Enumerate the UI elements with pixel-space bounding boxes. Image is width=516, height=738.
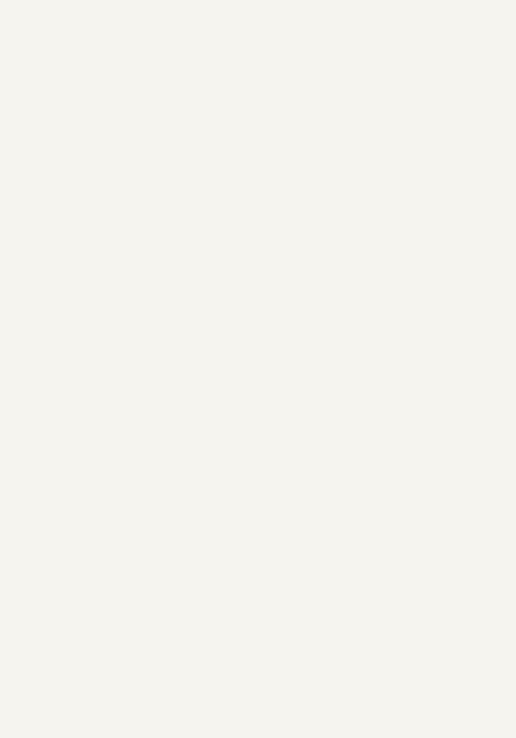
running-header	[40, 18, 480, 40]
